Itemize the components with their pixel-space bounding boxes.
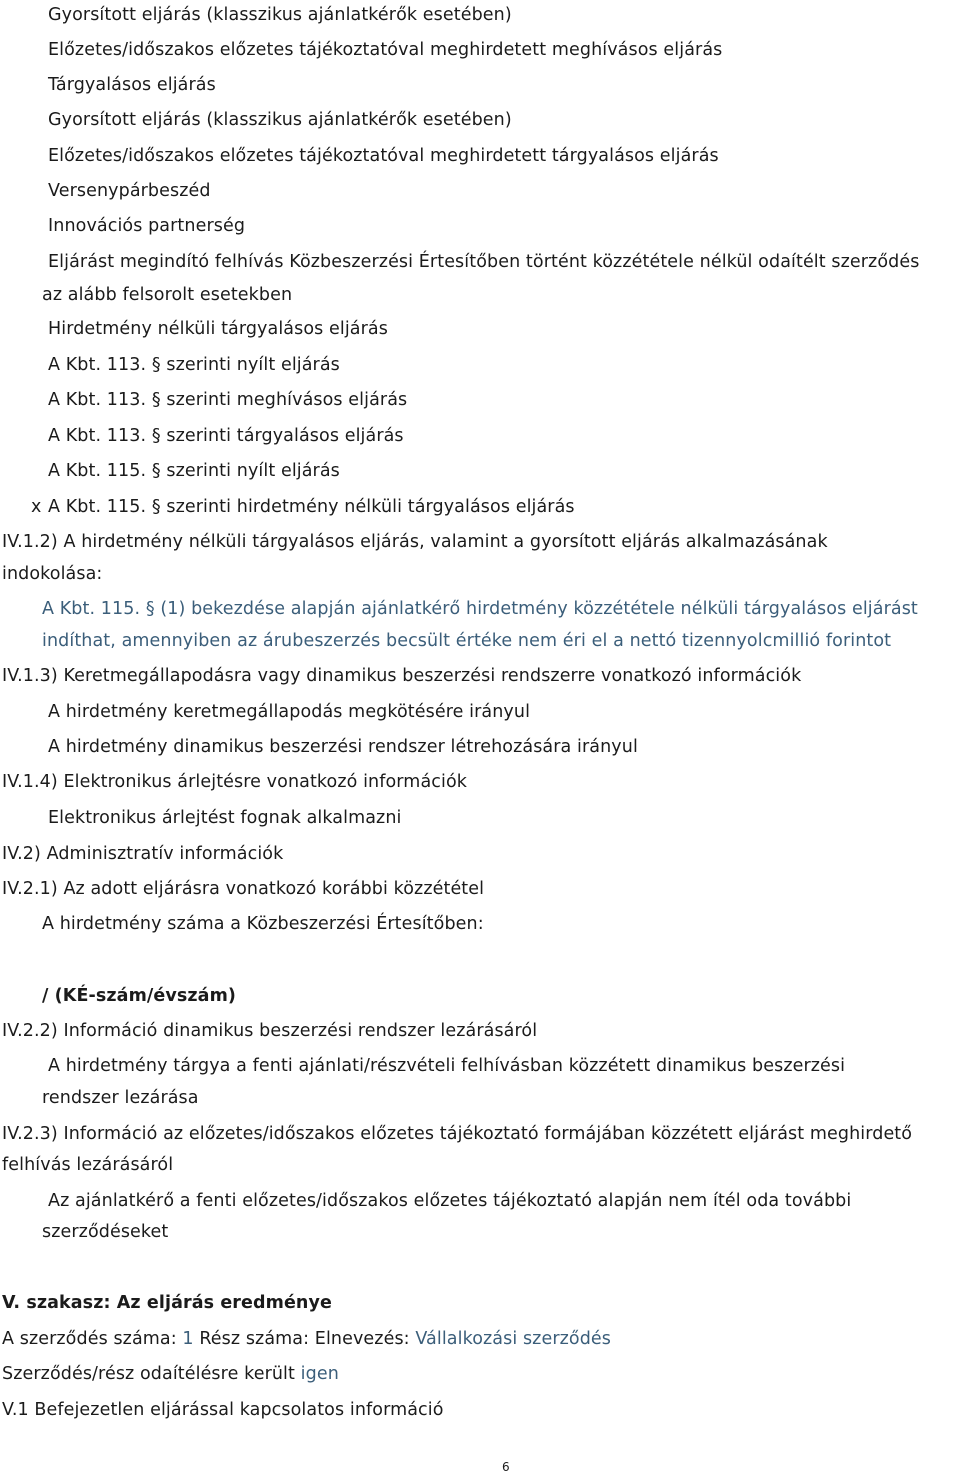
section-v-title: V. szakasz: Az eljárás eredménye — [2, 1293, 332, 1313]
iv23-text-cont: szerződéseket — [42, 1222, 169, 1242]
contract-number-value: 1 — [182, 1329, 194, 1349]
contract-number-label: A szerződés száma: — [2, 1329, 177, 1349]
iv23-heading-cont: felhívás lezárásáról — [2, 1155, 174, 1175]
list-item: Versenypárbeszéd — [48, 181, 211, 201]
list-item: A Kbt. 115. § szerinti nyílt eljárás — [48, 461, 340, 481]
list-item: Előzetes/időszakos előzetes tájékoztatóval meghirdetett tárgyalásos eljárás — [48, 146, 719, 166]
iv12-heading: IV.1.2) A hirdetmény nélküli tárgyalásos eljárás, valamint a gyorsított eljárás alkalmazásának — [2, 532, 828, 552]
selected-mark: x — [31, 497, 42, 517]
list-item: Tárgyalásos eljárás — [48, 75, 216, 95]
awarded-value: igen — [300, 1364, 339, 1384]
list-item: Eljárást megindító felhívás Közbeszerzési Értesítőben történt közzététele nélkül odaítélt szerződés — [48, 252, 920, 272]
page-number: 6 — [502, 1460, 510, 1474]
part-name-value: Vállalkozási szerződés — [415, 1329, 612, 1349]
list-item: Előzetes/időszakos előzetes tájékoztatóval meghirdetett meghívásos eljárás — [48, 40, 723, 60]
awarded-label: Szerződés/rész odaítélésre került — [2, 1364, 295, 1384]
part-number-label: Rész száma: Elnevezés: — [199, 1329, 410, 1349]
iv23-text: Az ajánlatkérő a fenti előzetes/időszakos előzetes tájékoztató alapján nem ítél oda további — [48, 1191, 852, 1211]
iv12-justification: A Kbt. 115. § (1) bekezdése alapján ajánlatkérő hirdetmény közzététele nélküli tárgyalásos eljárást — [42, 599, 918, 619]
iv22-text: A hirdetmény tárgya a fenti ajánlati/részvételi felhívásban közzétett dinamikus beszerzési — [48, 1056, 846, 1076]
iv22-text-cont: rendszer lezárása — [42, 1088, 199, 1108]
iv21-text: A hirdetmény száma a Közbeszerzési Értesítőben: — [42, 914, 484, 934]
contract-row — [2, 1328, 611, 1350]
iv12-heading-cont: indokolása: — [2, 564, 103, 584]
v1-heading: V.1 Befejezetlen eljárással kapcsolatos információ — [2, 1400, 444, 1420]
list-item-selected: A Kbt. 115. § szerinti hirdetmény nélküli tárgyalásos eljárás — [48, 497, 575, 517]
ke-number: / (KÉ-szám/évszám) — [42, 986, 237, 1006]
list-item: az alább felsorolt esetekben — [42, 285, 293, 305]
iv14-option: Elektronikus árlejtést fognak alkalmazni — [48, 808, 402, 828]
iv14-heading: IV.1.4) Elektronikus árlejtésre vonatkozó információk — [2, 772, 467, 792]
list-item: A Kbt. 113. § szerinti meghívásos eljárás — [48, 390, 408, 410]
iv13-heading: IV.1.3) Keretmegállapodásra vagy dinamikus beszerzési rendszerre vonatkozó információk — [2, 666, 802, 686]
list-item: Gyorsított eljárás (klasszikus ajánlatkérők esetében) — [48, 5, 512, 25]
iv22-heading: IV.2.2) Információ dinamikus beszerzési rendszer lezárásáról — [2, 1021, 538, 1041]
iv12-justification-cont: indíthat, amennyiben az árubeszerzés becsült értéke nem éri el a nettó tizennyolcmillió forintot — [42, 631, 892, 651]
iv2-heading: IV.2) Adminisztratív információk — [2, 844, 284, 864]
list-item: A Kbt. 113. § szerinti nyílt eljárás — [48, 355, 340, 375]
iv23-heading: IV.2.3) Információ az előzetes/időszakos előzetes tájékoztató formájában közzétett eljárást meghirdető — [2, 1124, 913, 1144]
awarded-row — [2, 1363, 339, 1385]
list-item: Innovációs partnerség — [48, 216, 246, 236]
list-item: Hirdetmény nélküli tárgyalásos eljárás — [48, 319, 388, 339]
list-item: A Kbt. 113. § szerinti tárgyalásos eljárás — [48, 426, 404, 446]
iv13-option: A hirdetmény keretmegállapodás megkötésére irányul — [48, 702, 531, 722]
iv13-option: A hirdetmény dinamikus beszerzési rendszer létrehozására irányul — [48, 737, 638, 757]
iv21-heading: IV.2.1) Az adott eljárásra vonatkozó korábbi közzététel — [2, 879, 485, 899]
list-item: Gyorsított eljárás (klasszikus ajánlatkérők esetében) — [48, 110, 512, 130]
